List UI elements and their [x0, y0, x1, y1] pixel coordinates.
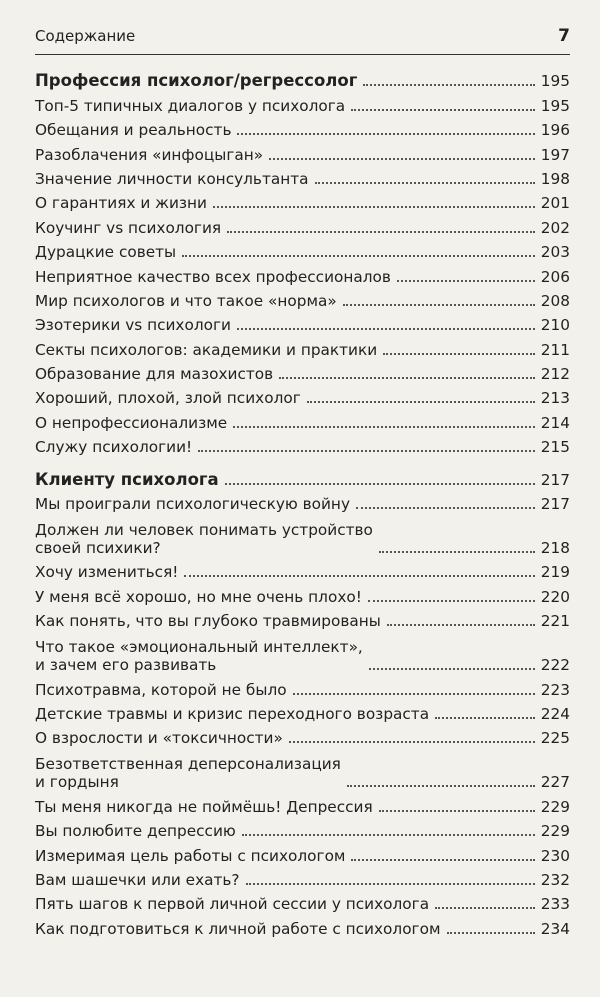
dot-leader — [227, 231, 535, 233]
dot-leader — [233, 426, 535, 428]
toc-entry-page: 195 — [540, 96, 570, 115]
toc-entry — [35, 513, 570, 557]
dot-leader — [369, 668, 535, 670]
toc-part-heading — [35, 66, 570, 90]
toc-entry-page: 233 — [540, 895, 570, 914]
toc-entry-title: Измеримая цель работы с психологом — [35, 846, 346, 865]
toc-entry — [35, 164, 570, 188]
toc-entry — [35, 865, 570, 889]
toc-entry-title: Пять шагов к первой личной сессии у психолога — [35, 895, 430, 914]
dot-leader — [435, 717, 535, 719]
toc-entry-title: Детские травмы и кризис переходного возраста — [35, 704, 430, 723]
toc-entry-page: 203 — [540, 243, 570, 262]
dot-leader — [347, 785, 535, 787]
dot-leader — [356, 507, 535, 509]
toc-entry-title: Клиенту психолога — [35, 469, 219, 489]
toc-entry-title: Должен ли человек понимать устройство своей психики? — [35, 521, 373, 558]
toc-entry-page: 220 — [540, 587, 570, 606]
toc-entry — [35, 606, 570, 630]
toc-entry — [35, 557, 570, 581]
toc-entry — [35, 816, 570, 840]
toc-entry-title: Ты меня никогда не поймёшь! Депрессия — [35, 797, 373, 816]
dot-leader — [379, 810, 535, 812]
toc-entry — [35, 334, 570, 358]
toc-entry-title: О гарантиях и жизни — [35, 194, 207, 213]
toc-entry-page: 214 — [540, 413, 570, 432]
toc-entry-title: Коучинг vs психология — [35, 218, 222, 237]
toc-entry — [35, 286, 570, 310]
toc-entry-page: 221 — [540, 612, 570, 631]
toc-entry-page: 229 — [540, 797, 570, 816]
toc-entry-title: Служу психологии! — [35, 438, 193, 457]
toc-entry-page: 219 — [540, 563, 570, 582]
toc-entry-page: 232 — [540, 870, 570, 889]
toc-entry — [35, 630, 570, 674]
toc-entry — [35, 674, 570, 698]
toc-entry-title: У меня всё хорошо, но мне очень плохо! — [35, 587, 362, 606]
dot-leader — [279, 377, 535, 379]
dot-leader — [397, 280, 535, 282]
toc-entry — [35, 407, 570, 431]
toc-entry — [35, 188, 570, 212]
toc-entry-page: 198 — [540, 169, 570, 188]
toc-entry-page: 215 — [540, 438, 570, 457]
toc-entry — [35, 261, 570, 285]
dot-leader — [363, 84, 534, 86]
toc-entry-page: 195 — [540, 72, 570, 91]
toc-entry-title: Топ-5 типичных диалогов у психолога — [35, 96, 346, 115]
table-of-contents — [35, 66, 570, 938]
toc-entry-title: Неприятное качество всех профессионалов — [35, 267, 391, 286]
dot-leader — [351, 859, 534, 861]
toc-entry-page: 196 — [540, 121, 570, 140]
toc-entry-page: 230 — [540, 846, 570, 865]
dot-leader — [293, 693, 535, 695]
toc-entry — [35, 115, 570, 139]
toc-entry — [35, 840, 570, 864]
toc-entry-page: 202 — [540, 218, 570, 237]
dot-leader — [379, 551, 535, 553]
toc-entry-title: Секты психологов: академики и практики — [35, 340, 378, 359]
toc-entry-page: 208 — [540, 291, 570, 310]
toc-entry-title: Значение личности консультанта — [35, 169, 309, 188]
toc-entry — [35, 310, 570, 334]
toc-entry-page: 224 — [540, 704, 570, 723]
toc-part-heading — [35, 464, 570, 488]
dot-leader — [246, 883, 535, 885]
toc-entry-page: 223 — [540, 680, 570, 699]
dot-leader — [351, 109, 535, 111]
toc-entry-title: Мир психологов и что такое «норма» — [35, 291, 337, 310]
toc-entry-page: 212 — [540, 365, 570, 384]
dot-leader — [343, 304, 535, 306]
toc-entry — [35, 432, 570, 456]
toc-entry-title: Что такое «эмоциональный интеллект», и зачем его развивать — [35, 638, 363, 675]
dot-leader — [368, 600, 535, 602]
toc-entry-title: Дурацкие советы — [35, 243, 177, 262]
toc-entry — [35, 889, 570, 913]
toc-entry-title: Психотравма, которой не было — [35, 680, 287, 699]
toc-entry-title: Образование для мазохистов — [35, 365, 274, 384]
dot-leader — [237, 328, 535, 330]
toc-entry-page: 213 — [540, 389, 570, 408]
toc-entry-title: Разоблачения «инфоцыган» — [35, 145, 264, 164]
dot-leader — [213, 206, 535, 208]
dot-leader — [383, 353, 535, 355]
toc-entry-page: 225 — [540, 729, 570, 748]
toc-entry-title: Как понять, что вы глубоко травмированы — [35, 612, 381, 631]
toc-entry-title: О непрофессионализме — [35, 413, 228, 432]
toc-entry-page: 201 — [540, 194, 570, 213]
toc-entry-page: 229 — [540, 822, 570, 841]
toc-entry — [35, 139, 570, 163]
dot-leader — [447, 932, 535, 934]
toc-entry — [35, 212, 570, 236]
toc-entry-title: Вы полюбите депрессию — [35, 822, 236, 841]
toc-entry — [35, 699, 570, 723]
toc-entry — [35, 791, 570, 815]
toc-entry-page: 217 — [540, 495, 570, 514]
toc-entry — [35, 723, 570, 747]
toc-entry-title: Хочу измениться! — [35, 563, 179, 582]
toc-entry — [35, 581, 570, 605]
toc-entry-title: Профессия психолог/регрессолог — [35, 71, 358, 91]
toc-entry-title: Как подготовиться к личной работе с психологом — [35, 919, 441, 938]
toc-entry-page: 217 — [540, 470, 570, 489]
toc-entry-page: 218 — [540, 539, 570, 558]
toc-entry-page: 227 — [540, 773, 570, 792]
toc-entry — [35, 359, 570, 383]
running-header — [35, 26, 570, 55]
dot-leader — [289, 741, 535, 743]
toc-entry-page: 197 — [540, 145, 570, 164]
toc-entry-page: 234 — [540, 919, 570, 938]
dot-leader — [184, 575, 534, 577]
toc-entry-page: 210 — [540, 316, 570, 335]
toc-entry-page: 211 — [540, 340, 570, 359]
dot-leader — [237, 133, 534, 135]
dot-leader — [307, 401, 535, 403]
page-number: 7 — [558, 26, 570, 46]
toc-entry-title: О взрослости и «токсичности» — [35, 729, 283, 748]
toc-entry-title: Безответственная деперсонализация и гордыня — [35, 755, 341, 792]
toc-entry — [35, 747, 570, 791]
toc-entry-title: Обещания и реальность — [35, 121, 232, 140]
toc-entry — [35, 383, 570, 407]
toc-entry-title: Вам шашечки или ехать? — [35, 870, 240, 889]
toc-entry-page: 222 — [540, 656, 570, 675]
toc-entry — [35, 90, 570, 114]
dot-leader — [242, 834, 535, 836]
section-title: Содержание — [35, 27, 136, 45]
toc-entry-page: 206 — [540, 267, 570, 286]
toc-entry-title: Хороший, плохой, злой психолог — [35, 389, 301, 408]
dot-leader — [435, 907, 535, 909]
dot-leader — [387, 624, 535, 626]
dot-leader — [269, 158, 535, 160]
toc-entry — [35, 489, 570, 513]
toc-entry — [35, 237, 570, 261]
dot-leader — [182, 255, 535, 257]
toc-entry — [35, 913, 570, 937]
toc-entry-title: Мы проиграли психологическую войну — [35, 495, 350, 514]
dot-leader — [315, 182, 535, 184]
toc-entry-title: Эзотерики vs психологи — [35, 316, 231, 335]
dot-leader — [198, 450, 535, 452]
dot-leader — [225, 483, 535, 485]
